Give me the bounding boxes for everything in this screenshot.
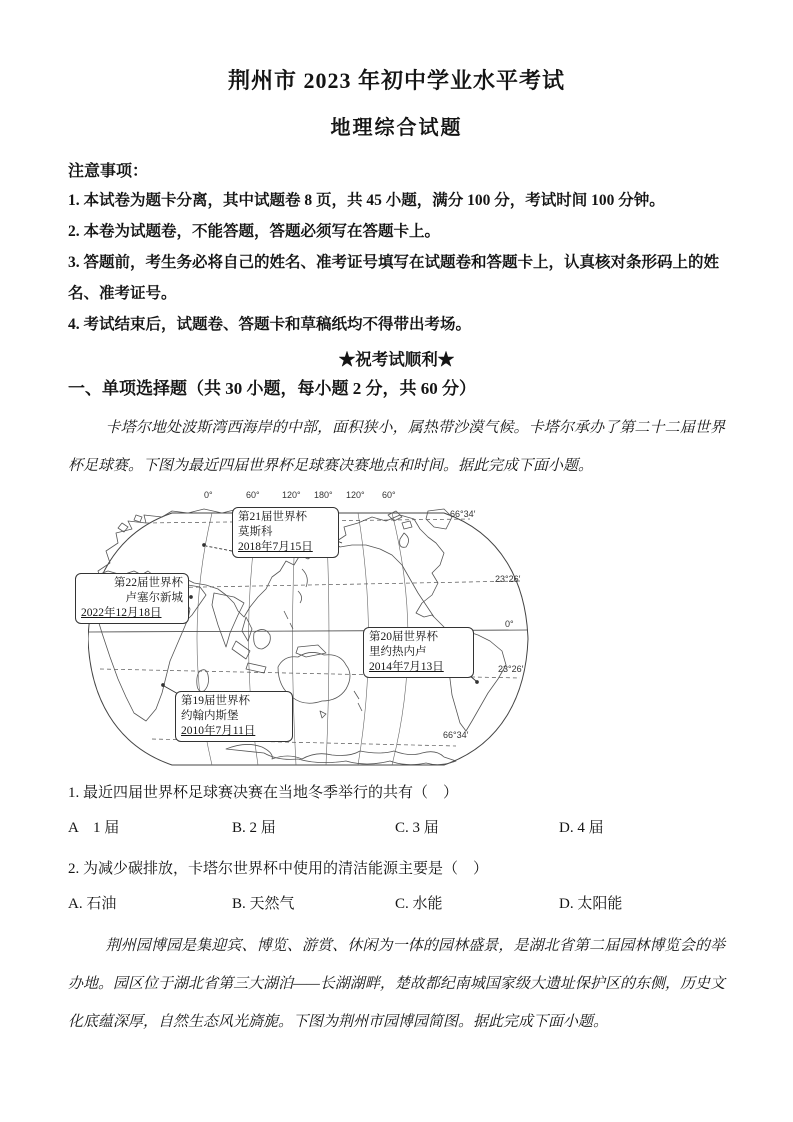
notice-item-3: 3. 答题前，考生务必将自己的姓名、准考证号填写在试题卷和答题卡上，认真核对条形码上的姓名、准考证号。 (68, 254, 720, 302)
lon-label-60e: 60° (246, 490, 260, 500)
lat-label-capricorn: 23°26′ (498, 664, 524, 674)
callout-worldcup-22 (75, 573, 189, 624)
callout-worldcup-21 (232, 507, 339, 558)
notice-item-4: 4. 考试结束后，试题卷、答题卡和草稿纸均不得带出考场。 (68, 316, 472, 333)
callout-19-city: 约翰内斯堡 (181, 710, 239, 722)
lon-label-120e: 120° (282, 490, 301, 500)
callout-20-date: 2014年7月13日 (369, 661, 444, 673)
notice-item-2: 2. 本卷为试题卷，不能答题，答题必须写在答题卡上。 (68, 223, 441, 240)
callout-worldcup-19 (175, 691, 293, 742)
question-1-text: 1. 最近四届世界杯足球赛决赛在当地冬季举行的共有（ ） (68, 785, 459, 801)
q2-option-d: D. 太阳能 (559, 896, 623, 912)
notice-item-1: 1. 本试卷为题卡分离，其中试题卷 8 页，共 45 小题，满分 100 分，考试时间 100 分钟。 (68, 192, 665, 209)
notice-heading: 注意事项： (68, 163, 149, 180)
q2-option-c: C. 水能 (395, 896, 443, 912)
callout-22-title: 第22届世界杯 (114, 577, 183, 589)
callout-21-date: 2018年7月15日 (238, 541, 313, 553)
lat-label-equator: 0° (505, 619, 514, 629)
question-1-options (68, 816, 725, 837)
page-subtitle: 地理综合试题 (330, 117, 463, 139)
section-heading: 一、单项选择题（共 30 小题，每小题 2 分，共 60 分） (68, 379, 476, 398)
lat-label-cancer: 23°26′ (495, 574, 521, 584)
callout-19-date: 2010年7月11日 (181, 725, 256, 737)
callout-21-city: 莫斯科 (238, 526, 273, 538)
intro-paragraph-jingzhou: 荆州园博园是集迎宾、博览、游赏、休闲为一体的园林盛景，是湖北省第二届园林博览会的举办地。园区位于湖北省第三大湖泊——长湖湖畔，楚故都纪南城国家级大遗址保护区的东侧，历史文化底蕴深厚，自然生态风光旖旎。下图为荆州市园博园简图。据此完成下面小题。 (68, 938, 725, 1030)
lon-label-120w: 120° (346, 490, 365, 500)
q1-option-b: B. 2 届 (232, 820, 276, 836)
question-1 (68, 781, 725, 837)
lon-label-60w: 60° (382, 490, 396, 500)
lat-label-antarctic: 66°34′ (443, 730, 469, 740)
q1-option-a: A 1 届 (68, 820, 120, 836)
question-2 (68, 857, 725, 913)
lon-label-180: 180° (314, 490, 333, 500)
callout-19-title: 第19届世界杯 (181, 695, 250, 707)
notice-list (68, 185, 725, 340)
callout-worldcup-20 (363, 627, 474, 678)
q2-option-b: B. 天然气 (232, 896, 295, 912)
intro-paragraph-qatar: 卡塔尔地处波斯湾西海岸的中部，面积狭小，属热带沙漠气候。卡塔尔承办了第二十二届世界杯足球赛。下图为最近四届世界杯足球赛决赛地点和时间。据此完成下面小题。 (68, 420, 725, 474)
lon-label-0: 0° (204, 490, 213, 500)
lat-label-arctic: 66°34′ (450, 509, 476, 519)
world-map-figure (68, 490, 725, 781)
question-2-options (68, 892, 725, 913)
callout-20-title: 第20届世界杯 (369, 631, 438, 643)
page-title: 荆州市 2023 年初中学业水平考试 (227, 68, 565, 93)
question-2-text: 2. 为减少碳排放，卡塔尔世界杯中使用的清洁能源主要是（ ） (68, 861, 489, 877)
callout-20-city: 里约热内卢 (369, 646, 427, 658)
callout-21-title: 第21届世界杯 (238, 511, 307, 523)
callout-22-date: 2022年12月18日 (81, 607, 162, 619)
q1-option-c: C. 3 届 (395, 820, 439, 836)
blessing-line: ★祝考试顺利★ (338, 350, 455, 369)
callout-22-city: 卢塞尔新城 (125, 592, 183, 604)
q2-option-a: A. 石油 (68, 896, 117, 912)
q1-option-d: D. 4 届 (559, 820, 604, 836)
